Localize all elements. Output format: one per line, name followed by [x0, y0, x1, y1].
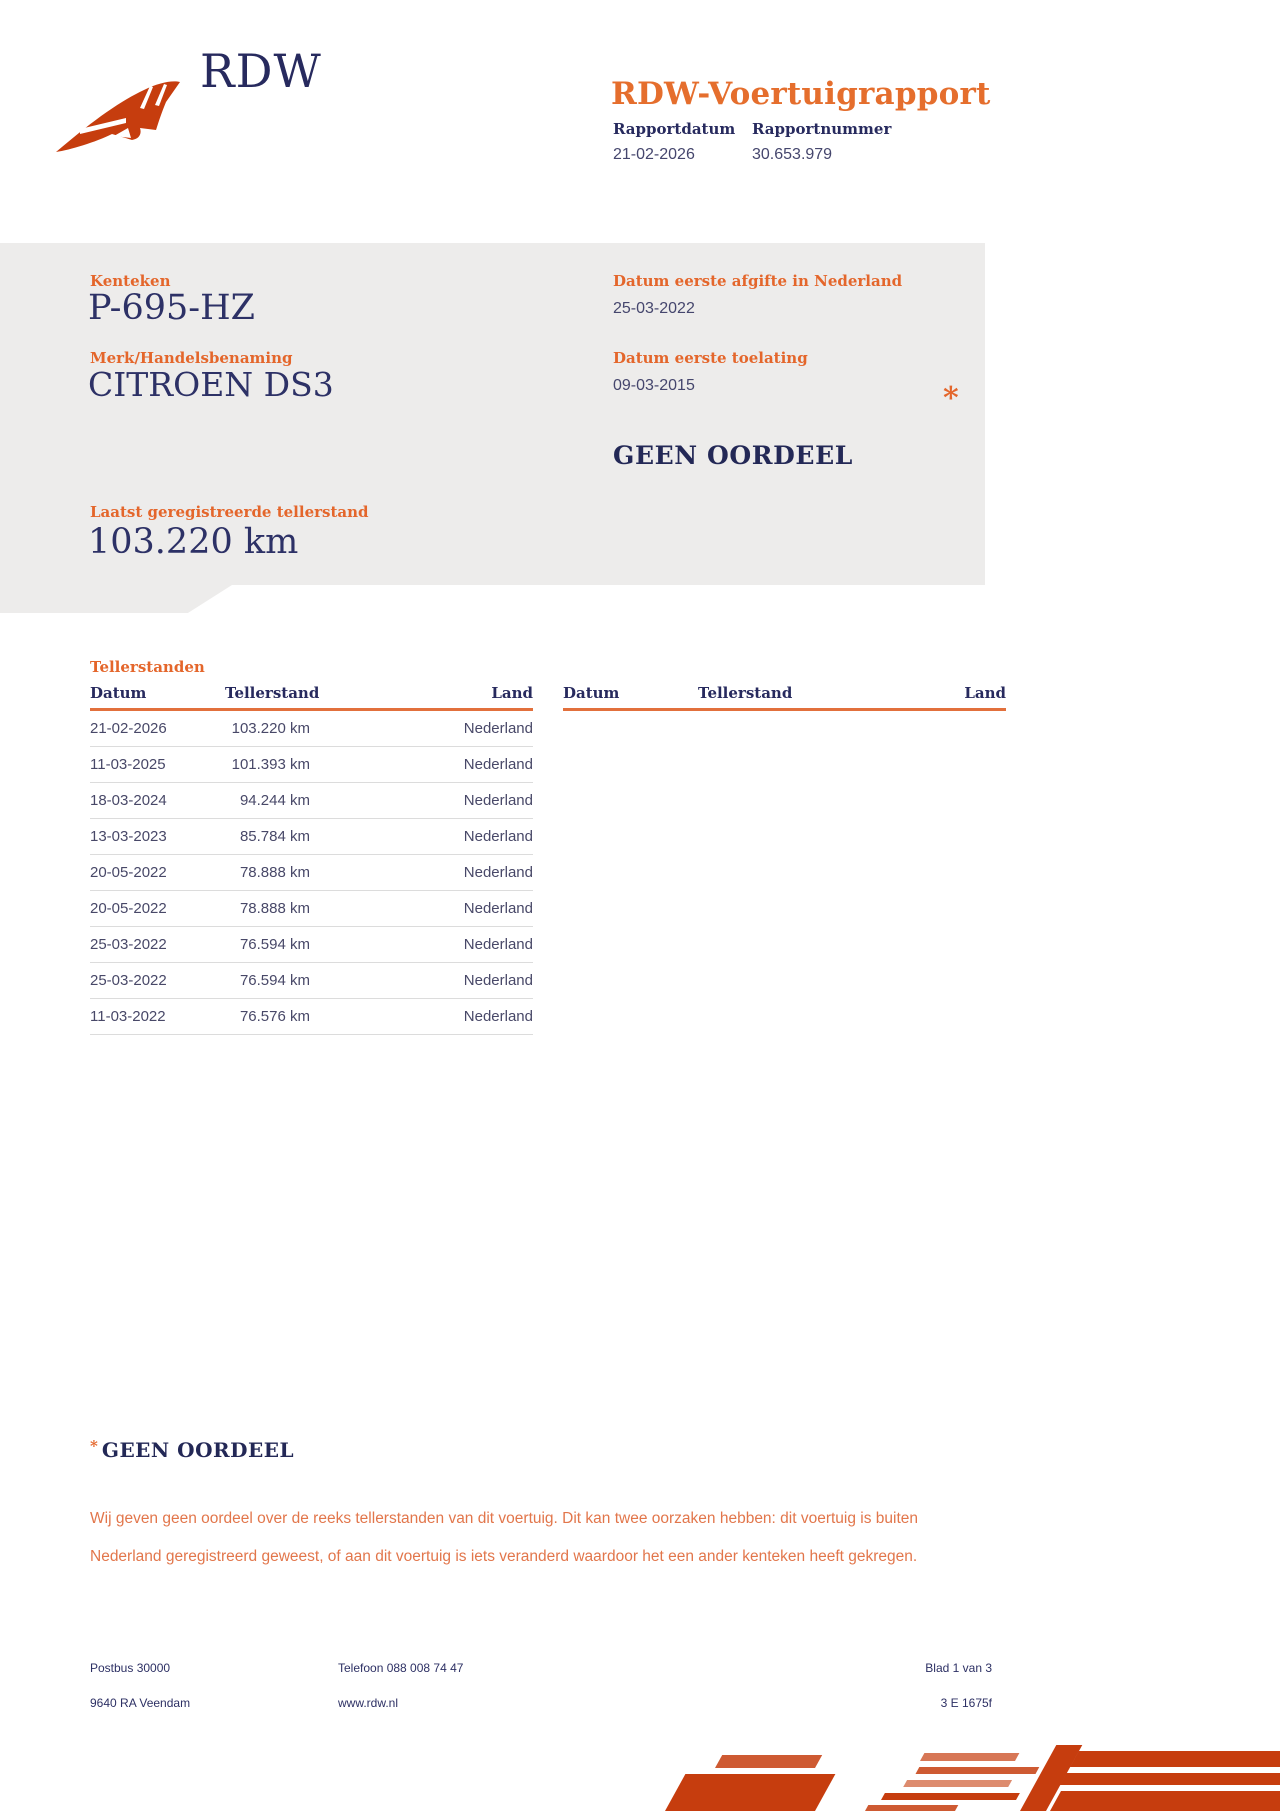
footer-page-number: Blad 1 van 3 [925, 1661, 992, 1675]
column-header-tellerstand: Tellerstand [225, 684, 320, 702]
table-cell: 94.244 km [239, 792, 310, 809]
table-cell: 25-03-2022 [90, 972, 167, 989]
column-header-datum: Datum [90, 684, 147, 702]
table-cell: 78.888 km [239, 900, 310, 917]
table-cell: Nederland [463, 756, 533, 773]
table-row [90, 855, 533, 891]
footer-website: www.rdw.nl [338, 1696, 399, 1710]
license-plate-value: P-695-HZ [88, 288, 255, 328]
table-cell: Nederland [463, 972, 533, 989]
table-cell: Nederland [463, 900, 533, 917]
table-row [90, 927, 533, 963]
meter-readings-table [90, 684, 533, 1035]
footnote-asterisk: * [90, 1437, 98, 1455]
table-cell: 101.393 km [231, 756, 310, 773]
footer-address-line2: 9640 RA Veendam [90, 1696, 191, 1710]
verdict-asterisk: * [943, 381, 959, 416]
table-row [90, 747, 533, 783]
table-cell: Nederland [463, 828, 533, 845]
report-date-value: 21-02-2026 [613, 146, 695, 163]
rdw-swoosh-icon [52, 72, 184, 160]
report-date-label: Rapportdatum [613, 120, 736, 138]
table-cell: 25-03-2022 [90, 936, 167, 953]
report-number-value: 30.653.979 [752, 146, 833, 163]
footer-form-code: 3 E 1675f [940, 1696, 992, 1710]
table-row [90, 999, 533, 1035]
footer-phone: Telefoon 088 008 74 47 [338, 1661, 464, 1675]
table-cell: 11-03-2022 [90, 1008, 166, 1025]
table-cell: 85.784 km [239, 828, 310, 845]
column-header-land: Land [964, 684, 1006, 702]
meter-readings-rows [90, 711, 533, 1035]
table-cell: Nederland [463, 792, 533, 809]
make-value: CITROEN DS3 [88, 365, 334, 404]
table-cell: 13-03-2023 [90, 828, 167, 845]
table-cell: 103.220 km [231, 720, 310, 737]
report-number-label: Rapportnummer [752, 120, 892, 138]
verdict-text: GEEN OORDEEL [613, 441, 853, 470]
table-cell: 18-03-2024 [90, 792, 167, 809]
table-row [90, 891, 533, 927]
footer-address-line1: Postbus 30000 [90, 1661, 171, 1675]
meter-readings-table-secondary [563, 684, 1006, 711]
table-cell: 11-03-2025 [90, 756, 166, 773]
rdw-swoosh-fragment-icon [620, 1741, 1280, 1811]
table-cell: 20-05-2022 [90, 864, 167, 881]
first-admission-value: 09-03-2015 [613, 377, 695, 394]
make-label: Merk/Handelsbenaming [90, 349, 293, 367]
table-row [90, 783, 533, 819]
first-issue-value: 25-03-2022 [613, 300, 695, 317]
column-header-tellerstand: Tellerstand [698, 684, 793, 702]
vehicle-summary-box-tab [0, 585, 232, 613]
table-cell: 76.594 km [239, 936, 310, 953]
footnote-title-text: GEEN OORDEEL [101, 1438, 295, 1462]
table-header-row [563, 684, 1006, 711]
table-cell: 76.594 km [239, 972, 310, 989]
table-header-row [90, 684, 533, 711]
last-odometer-value: 103.220 km [88, 522, 299, 562]
column-header-land: Land [491, 684, 533, 702]
table-cell: 20-05-2022 [90, 900, 167, 917]
table-cell: 76.576 km [239, 1008, 310, 1025]
table-cell: Nederland [463, 1008, 533, 1025]
rdw-wordmark: RDW [200, 44, 322, 98]
table-cell: 78.888 km [239, 864, 310, 881]
table-row [90, 819, 533, 855]
first-admission-label: Datum eerste toelating [613, 349, 808, 367]
last-odometer-label: Laatst geregistreerde tellerstand [90, 503, 369, 521]
table-cell: 21-02-2026 [90, 720, 167, 737]
table-cell: Nederland [463, 720, 533, 737]
table-row [90, 711, 533, 747]
page-title: RDW-Voertuigrapport [611, 75, 991, 112]
license-plate-label: Kenteken [90, 272, 171, 290]
meter-readings-section-title: Tellerstanden [90, 658, 205, 676]
table-row [90, 963, 533, 999]
table-cell: Nederland [463, 864, 533, 881]
footnote-title [90, 1437, 294, 1462]
footnote-body: Wij geven geen oordeel over de reeks tellerstanden van dit voertuig. Dit kan twee oorzaken hebben: dit voertuig is buiten Nederland geregistreerd geweest, of aan dit voertuig is iets veranderd waardoor het een ander kenteken heeft gekregen. [90, 1509, 919, 1565]
column-header-datum: Datum [563, 684, 620, 702]
table-cell: Nederland [463, 936, 533, 953]
first-issue-label: Datum eerste afgifte in Nederland [613, 272, 903, 290]
